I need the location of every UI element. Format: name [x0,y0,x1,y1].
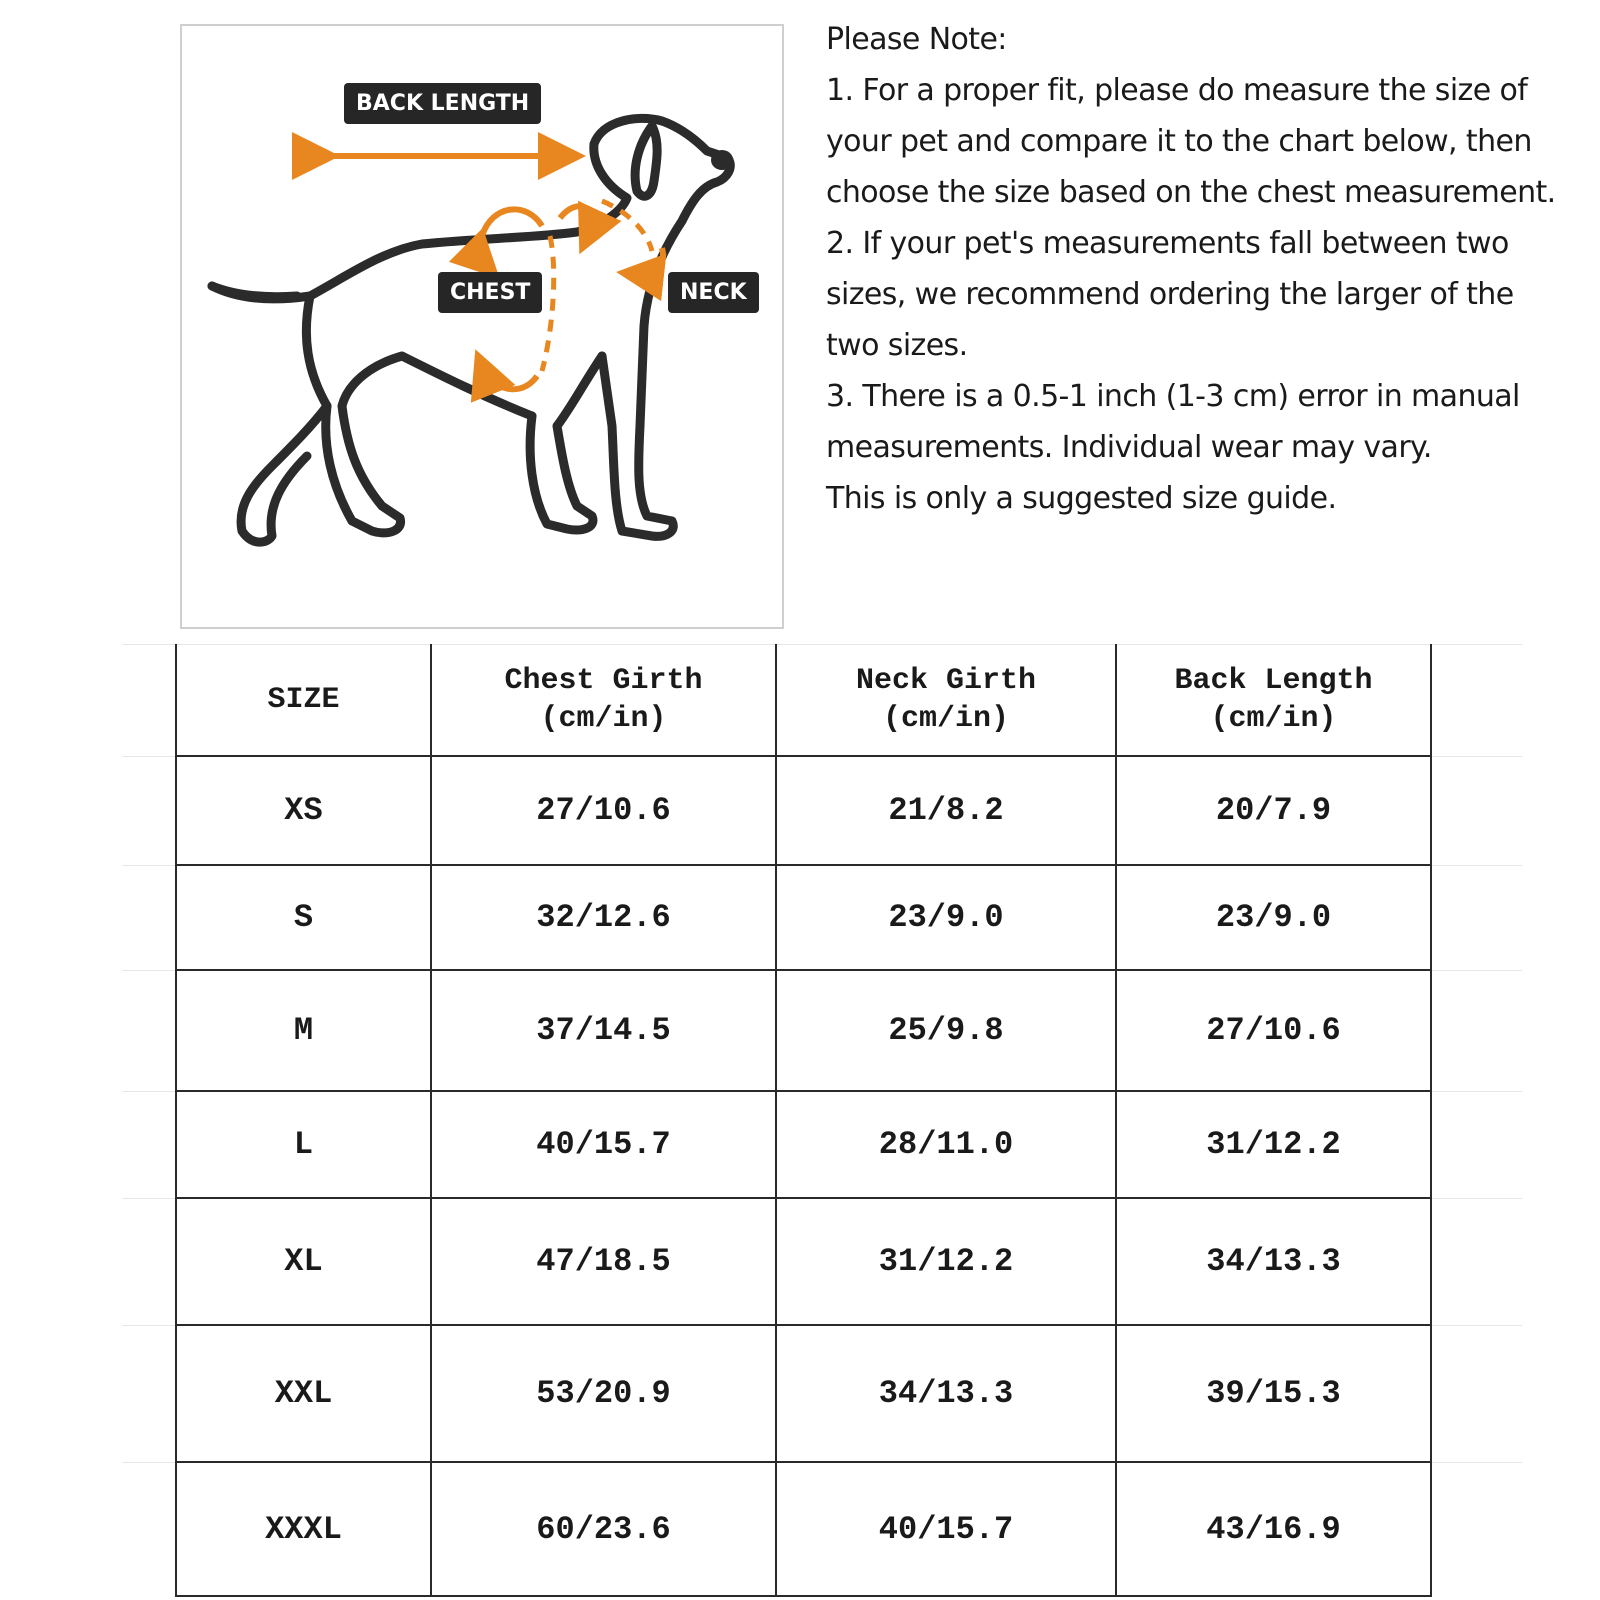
neck-cell: 21/8.2 [776,756,1116,865]
header-label: Back Length [1174,663,1373,698]
chest-cell: 60/23.6 [431,1462,776,1596]
table-row [176,1198,1431,1325]
table-header-row [176,644,1431,756]
header-chest-girth [431,644,776,756]
table-row [176,1091,1431,1198]
size-chart-table [175,644,1432,1597]
back-cell: 31/12.2 [1116,1091,1431,1198]
neck-cell: 40/15.7 [776,1462,1116,1596]
chest-cell: 53/20.9 [431,1325,776,1462]
neck-cell: 23/9.0 [776,865,1116,970]
table-row [176,1325,1431,1462]
notes-heading: Please Note: [826,22,1007,57]
chest-arrow-bottom [482,366,537,389]
neck-girth-loop [602,201,652,251]
size-cell: L [176,1091,431,1198]
neck-cell: 34/13.3 [776,1325,1116,1462]
back-cell: 23/9.0 [1116,865,1431,970]
back-cell: 27/10.6 [1116,970,1431,1091]
notes-footer: This is only a suggested size guide. [826,481,1337,516]
size-cell: M [176,970,431,1091]
back-cell: 34/13.3 [1116,1198,1431,1325]
chest-cell: 40/15.7 [431,1091,776,1198]
table-row [176,756,1431,865]
header-unit: (cm/in) [882,701,1010,736]
size-notes [826,14,1566,524]
header-label: Neck Girth [855,663,1037,698]
note-item-3: 3. There is a 0.5-1 inch (1-3 cm) error in manual measurements. Individual wear may vary. [826,379,1520,465]
note-item-1: 1. For a proper fit, please do measure the size of your pet and compare it to the chart below, then choose the size based on the chest measurement. [826,73,1556,210]
neck-cell: 31/12.2 [776,1198,1116,1325]
size-cell: XXXL [176,1462,431,1596]
header-unit: (cm/in) [1210,701,1337,736]
back-length-label: BACK LENGTH [344,83,541,124]
table-row [176,970,1431,1091]
dog-outline [212,118,733,542]
back-cell: 20/7.9 [1116,756,1431,865]
size-cell: XXL [176,1325,431,1462]
size-cell: S [176,865,431,970]
size-cell: XL [176,1198,431,1325]
chest-cell: 47/18.5 [431,1198,776,1325]
note-item-2: 2. If your pet's measurements fall between two sizes, we recommend ordering the larger of the two sizes. [826,226,1514,363]
header-size [176,644,431,756]
header-back-length [1116,644,1431,756]
chest-girth-loop [542,236,554,371]
chest-label: CHEST [438,272,542,313]
chest-cell: 32/12.6 [431,865,776,970]
back-cell: 43/16.9 [1116,1462,1431,1596]
neck-cell: 25/9.8 [776,970,1116,1091]
neck-cell: 28/11.0 [776,1091,1116,1198]
neck-label: NECK [668,272,759,313]
size-cell: XS [176,756,431,865]
header-neck-girth [776,644,1116,756]
dog-measurement-diagram [180,24,784,629]
header-label: SIZE [267,682,340,717]
table-row [176,1462,1431,1596]
header-label: Chest Girth [504,663,703,698]
header-unit: (cm/in) [540,701,667,736]
chest-cell: 37/14.5 [431,970,776,1091]
back-cell: 39/15.3 [1116,1325,1431,1462]
table-row [176,865,1431,970]
chest-cell: 27/10.6 [431,756,776,865]
